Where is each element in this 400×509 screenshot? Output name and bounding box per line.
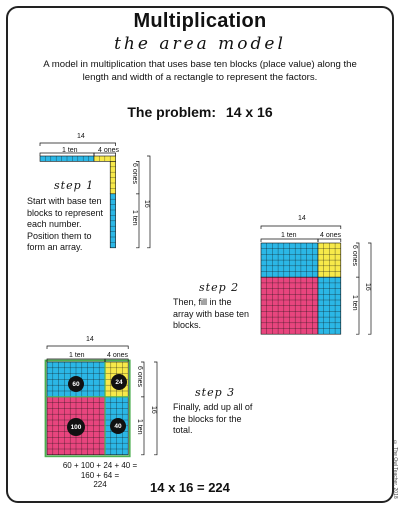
step2-total-side: 16 <box>364 283 371 291</box>
step1-text: Start with base ten blocks to represent each number. Position them to form an array. <box>27 196 104 252</box>
step3-heading: step 3 <box>195 386 236 399</box>
step3-ones-side: 6 ones <box>136 366 143 388</box>
step2-ten-top: 1 ten <box>281 232 297 239</box>
partial-40-badge: 40 <box>110 418 126 434</box>
step3-ones-top: 4 ones <box>107 352 129 359</box>
step2-total-top: 14 <box>298 215 306 222</box>
page-subtitle: the area model <box>114 34 286 54</box>
step1-ten-top: 1 ten <box>62 147 78 154</box>
page-title: Multiplication <box>133 10 267 32</box>
step1-total-side: 16 <box>143 200 150 208</box>
step3-brace-total-top <box>47 346 128 349</box>
step2-ones-top: 4 ones <box>320 232 342 239</box>
step2-ones-side: 6 ones <box>351 245 358 267</box>
step1-ones-side: 6 ones <box>131 163 138 185</box>
sum-equation <box>44 461 156 490</box>
sum-line-1: 60 + 100 + 24 + 40 = <box>62 461 138 470</box>
step3-ten-side: 1 ten <box>136 419 143 435</box>
credit-text: © The Owl Teacher, 2018 <box>392 440 398 499</box>
step3-ten-top: 1 ten <box>69 352 85 359</box>
step2-text: Then, fill in the array with base ten blocks. <box>173 297 250 330</box>
step3-total-top: 14 <box>86 336 94 343</box>
problem-label: The problem: <box>127 104 217 120</box>
step2-ten-side: 1 ten <box>351 295 358 311</box>
sum-line-2: 160 + 64 = <box>80 470 120 480</box>
partial-100-badge: 100 <box>67 418 85 436</box>
step3-text: Finally, add up all of the blocks for the total. <box>173 402 253 435</box>
step1-ten-side: 1 ten <box>131 210 138 226</box>
step3-total-side: 16 <box>150 406 157 414</box>
sum-line-3: 224 <box>93 480 107 489</box>
partial-60-badge: 60 <box>68 376 84 392</box>
intro-text: A model in multiplication that uses base ten blocks (place value) along the length and width of a rectangle to represent the factors. <box>43 59 357 83</box>
step2-heading: step 2 <box>199 281 240 294</box>
problem-expression: 14 x 16 <box>225 104 273 120</box>
step1-ones-top: 4 ones <box>98 147 120 154</box>
step1-heading: step 1 <box>54 179 95 192</box>
step1-total-top: 14 <box>77 133 85 140</box>
final-answer: 14 x 16 = 224 <box>150 480 230 495</box>
partial-24-badge: 24 <box>111 374 127 390</box>
